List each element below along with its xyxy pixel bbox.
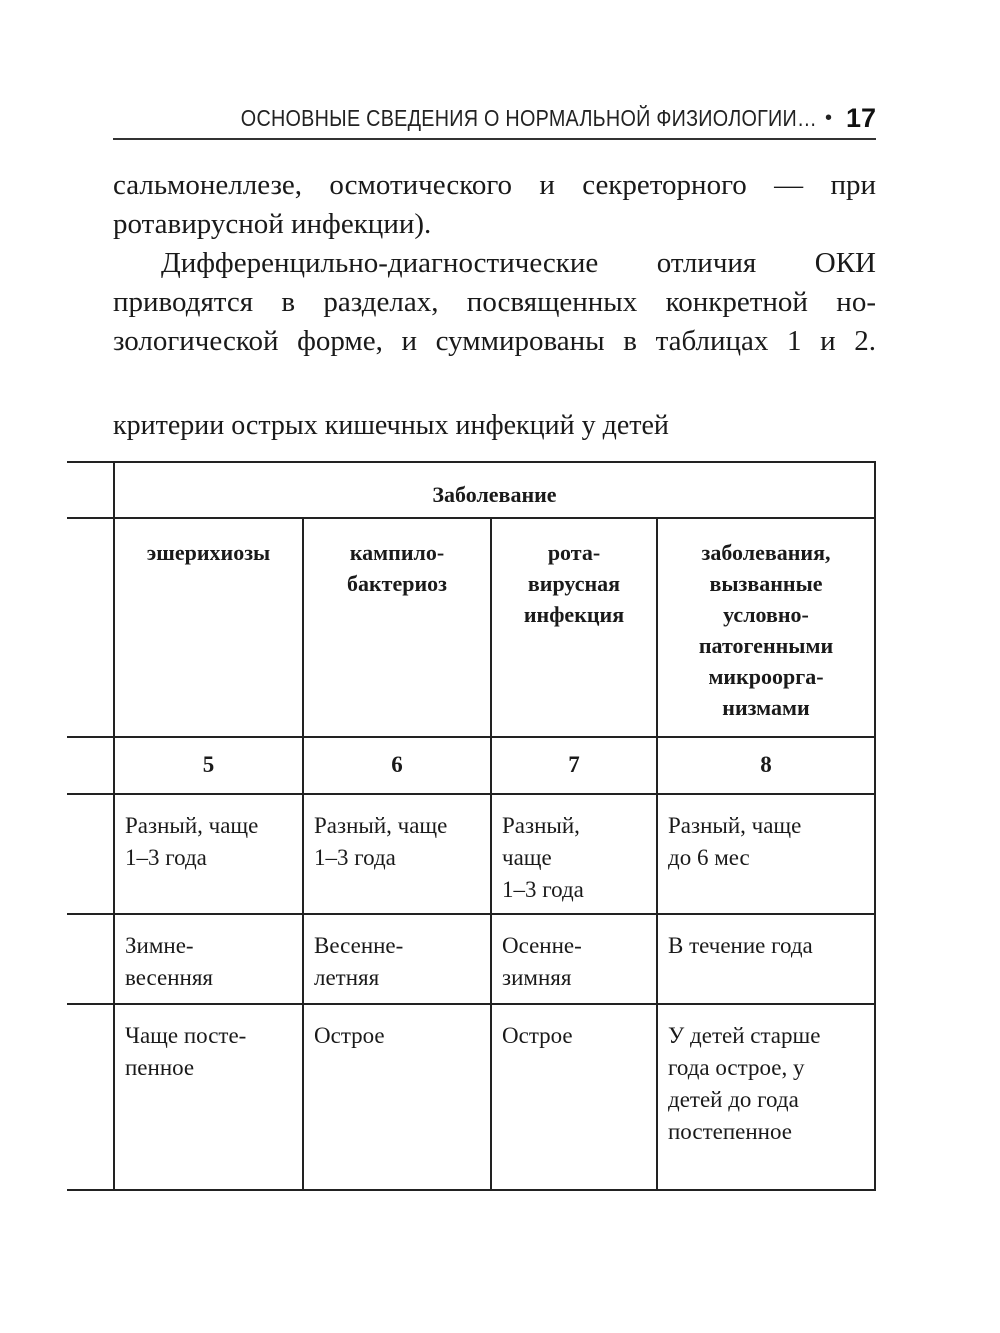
criteria-table (67, 461, 876, 1191)
paragraph-differential (113, 244, 876, 361)
paragraph-continuation (113, 166, 876, 244)
table-caption: критерии острых кишечных инфекций у детей (113, 410, 669, 441)
text-line: приводятся в разделах, посвященных конкретной но- (113, 286, 876, 318)
text-line: сальмонеллезе, осмотического и секреторного — при (113, 169, 876, 201)
table-cell: В течение года (668, 933, 813, 958)
column-header: рота- вирусная инфекция (523, 540, 625, 627)
table-cell: Осенне- зимняя (502, 933, 582, 990)
column-number: 7 (568, 752, 580, 777)
body-text (113, 166, 876, 361)
text-line: Дифференцильно-диагностические отличия ОКИ (161, 247, 876, 279)
table-cell: Разный, чаще 1–3 года (314, 813, 448, 870)
text-line: зологической форме, и суммированы в таблицах 1 и 2. (113, 325, 876, 357)
table-cell: Разный, чаще 1–3 года (125, 813, 259, 870)
text-line: ротавирусной инфекции). (113, 208, 432, 240)
table-cell: Острое (502, 1023, 573, 1048)
column-header: кампило- бактериоз (347, 540, 447, 596)
table-cell: Разный, чаще 1–3 года (502, 813, 584, 902)
table-cell: Весенне- летняя (314, 933, 404, 990)
column-number: 8 (760, 752, 772, 777)
table-cell: У детей старше года острое, у детей до года постепенное (668, 1023, 821, 1144)
table-rule (67, 1189, 876, 1191)
table-cell: Зимне- весенняя (125, 933, 213, 990)
running-header (113, 98, 876, 140)
table-rule (874, 461, 876, 1191)
column-number: 5 (202, 752, 215, 777)
table-cell: Чаще посте- пенное (125, 1023, 247, 1080)
table-cell: Острое (314, 1023, 385, 1048)
running-header-title: ОСНОВНЫЕ СВЕДЕНИЯ О НОРМАЛЬНОЙ ФИЗИОЛОГИИ… (240, 104, 817, 131)
group-header: Заболевание (432, 482, 557, 507)
page-number: 17 (845, 102, 876, 133)
column-number: 6 (391, 752, 403, 777)
table-cell: Разный, чаще до 6 мес (668, 813, 802, 870)
column-header: эшерихиозы (146, 540, 271, 565)
column-header: заболевания, вызванные условно- патогенными микроорга- низмами (698, 540, 834, 720)
running-header-bullet: • (824, 106, 832, 129)
